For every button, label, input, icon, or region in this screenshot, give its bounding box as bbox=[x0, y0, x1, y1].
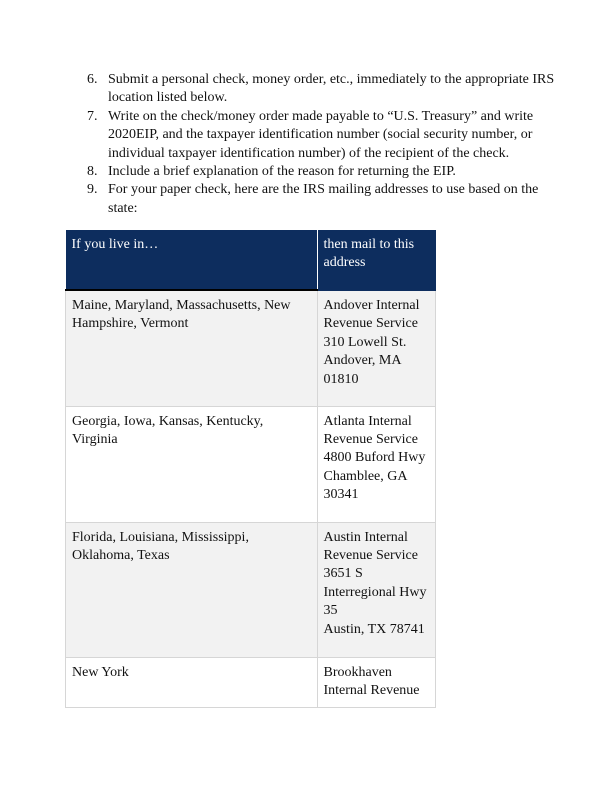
step-number: 8. bbox=[87, 164, 98, 180]
address-line: Atlanta Internal Revenue Service bbox=[323, 413, 418, 447]
irs-mailing-address-table bbox=[65, 230, 436, 708]
table-row bbox=[66, 406, 436, 522]
state-cell: Georgia, Iowa, Kansas, Kentucky, Virginia bbox=[66, 406, 318, 522]
address-line: Andover Internal Revenue Service bbox=[323, 298, 420, 332]
list-item-step-9 bbox=[87, 181, 557, 218]
address-line: Austin, TX 78741 bbox=[323, 621, 425, 637]
address-line: Brookhaven Internal Revenue bbox=[323, 664, 420, 698]
list-item-step-6 bbox=[87, 71, 557, 108]
address-line: 3651 S Interregional Hwy 35 bbox=[323, 566, 427, 619]
table-header-row bbox=[66, 230, 436, 290]
table-row bbox=[66, 290, 436, 406]
address-line: 310 Lowell St. bbox=[323, 334, 407, 350]
step-number: 9. bbox=[87, 182, 98, 198]
list-item-step-8 bbox=[87, 163, 557, 181]
address-cell bbox=[317, 406, 436, 522]
list-item-step-7 bbox=[87, 108, 557, 163]
address-line: Austin Internal Revenue Service bbox=[323, 529, 418, 563]
state-cell: New York bbox=[66, 657, 318, 707]
address-line: Chamblee, GA 30341 bbox=[323, 468, 407, 503]
step-text: For your paper check, here are the IRS mailing addresses to use based on the state: bbox=[108, 182, 539, 216]
step-number: 6. bbox=[87, 72, 98, 87]
step-text: Write on the check/money order made payable to “U.S. Treasury” and write 2020EIP, and the taxpayer identification number (social security number, or individual taxpayer identification number) of the recipient of the check. bbox=[108, 108, 534, 161]
step-text: Submit a personal check, money order, etc., immediately to the appropriate IRS location listed below. bbox=[108, 72, 555, 106]
address-cell bbox=[317, 290, 436, 406]
header-state: If you live in… bbox=[66, 230, 318, 290]
table-row bbox=[66, 522, 436, 657]
step-text: Include a brief explanation of the reason for returning the EIP. bbox=[108, 164, 456, 180]
step-number: 7. bbox=[87, 108, 98, 124]
address-line: 4800 Buford Hwy bbox=[323, 450, 426, 466]
state-cell: Florida, Louisiana, Mississippi, Oklahoma, Texas bbox=[66, 522, 318, 657]
address-cell bbox=[317, 522, 436, 657]
instruction-list bbox=[87, 71, 557, 218]
state-cell: Maine, Maryland, Massachusetts, New Hampshire, Vermont bbox=[66, 290, 318, 406]
header-address: then mail to this address bbox=[317, 230, 436, 290]
address-cell bbox=[317, 657, 436, 707]
address-line: Andover, MA 01810 bbox=[323, 353, 401, 387]
table-row bbox=[66, 657, 436, 707]
